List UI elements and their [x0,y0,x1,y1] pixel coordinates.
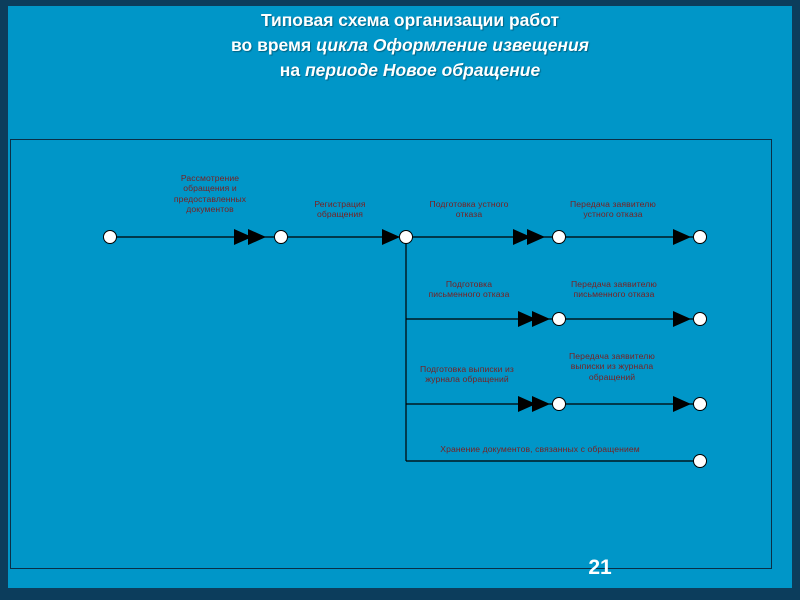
arrow-task-2 [382,229,400,245]
slide-frame-right [792,0,800,600]
node-end-row-1 [694,231,707,244]
node-end-row-3 [694,398,707,411]
node-end-row-2 [694,313,707,326]
task-label-deliver-written-refusal: Передача заявителю письменного отказа [571,279,657,300]
task-label-registration: Регистрация обращения [314,199,366,220]
node-split [400,231,413,244]
arrow-task-3b [527,229,545,245]
process-diagram [10,139,772,569]
node-oral-refusal [553,231,566,244]
slide-frame-top [0,0,800,6]
task-label-prepare-written-refusal: Подготовка письменного отказа [428,279,510,300]
title-line-2-italic: цикла Оформление извещения [316,34,589,55]
arrow-task-8 [673,396,691,412]
node-start [104,231,117,244]
slide-title [60,8,760,83]
task-label-deliver-oral-refusal: Передача заявителю устного отказа [570,199,656,220]
title-line-1: Типовая схема организации работ [260,10,560,30]
task-label-prepare-oral-refusal: Подготовка устного отказа [429,199,509,220]
task-label-store-documents: Хранение документов, связанных с обращением [440,444,640,454]
title-line-3-italic: периоде Новое обращение [304,59,541,80]
arrow-task-4 [673,229,691,245]
node-journal-extract [553,398,566,411]
page-number: 21 [588,556,612,579]
arrow-task-6 [673,311,691,327]
title-line-2-plain: во время [231,34,317,55]
slide-frame-left [0,0,8,600]
slide-frame-bottom [0,588,800,600]
arrow-task-1b [248,229,266,245]
title-line-3-plain: на [279,59,305,80]
task-label-deliver-journal-extract: Передача заявителю выписки из журнала обращений [569,351,655,382]
title-line-3 [60,58,760,83]
node-end-row-4 [694,455,707,468]
title-line-2 [60,33,760,58]
task-label-prepare-journal-extract: Подготовка выписки из журнала обращений [420,364,514,385]
node-written-refusal [553,313,566,326]
arrow-task-7b [532,396,550,412]
node-after-review [275,231,288,244]
arrow-task-5b [532,311,550,327]
task-label-review-application: Рассмотрение обращения и предоставленных документов [173,173,247,215]
